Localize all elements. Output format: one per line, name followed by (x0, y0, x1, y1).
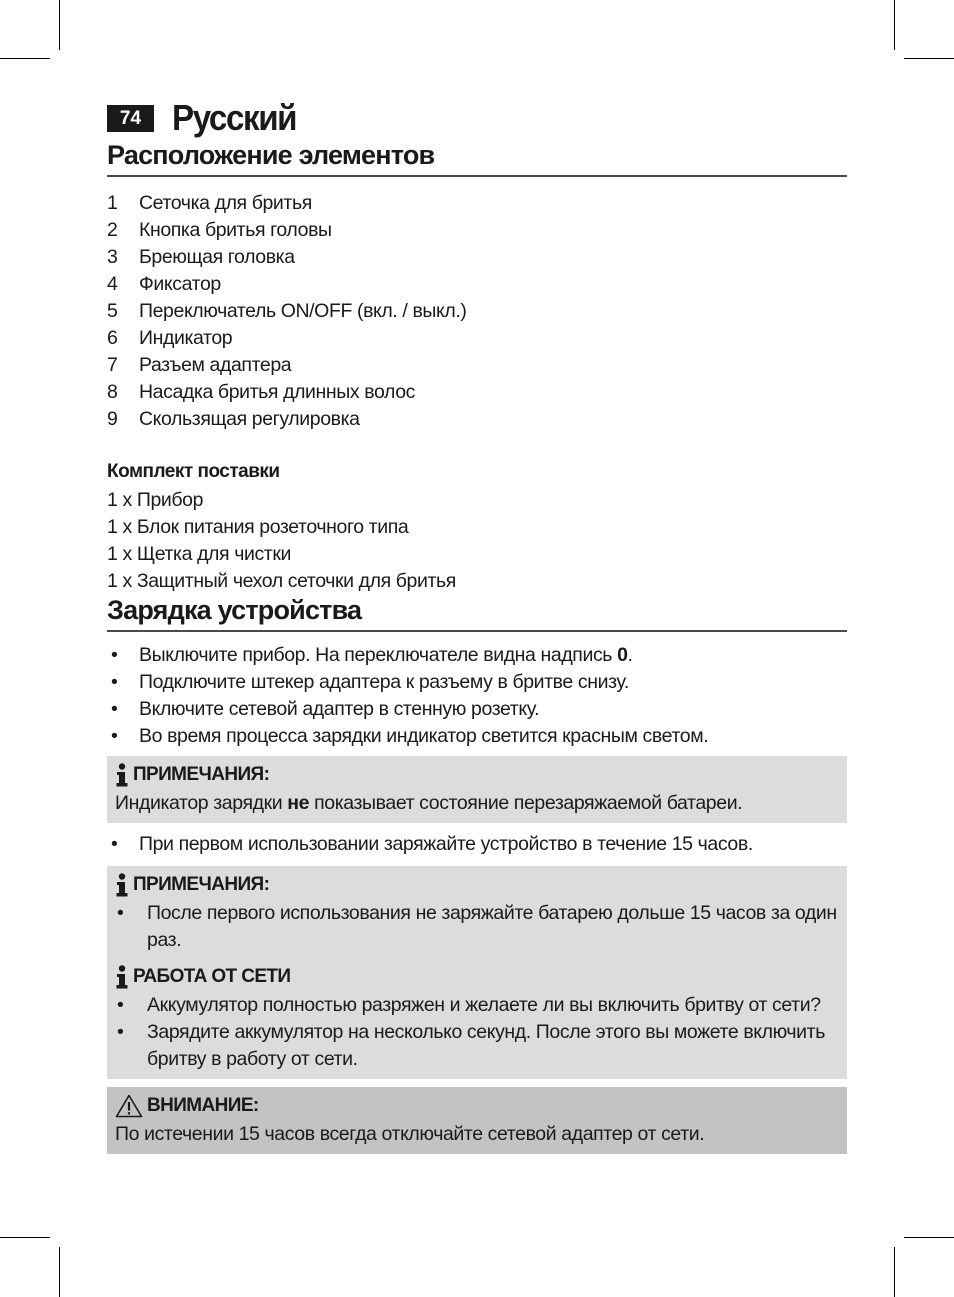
mains-operation-title: РАБОТА ОТ СЕТИ (115, 962, 839, 992)
list-item: 1 Сеточка для бритья (107, 192, 312, 214)
list-item: • Выключите прибор. На переключателе видна надпись 0. (111, 644, 633, 666)
list-item: • Зарядите аккумулятор на несколько секунд. После этого вы можете включить бритву в работу от сети. (117, 1021, 825, 1070)
list-item: • Включите сетевой адаптер в стенную розетку. (111, 698, 540, 720)
mains-operation-list (115, 992, 839, 1073)
list-item: • Аккумулятор полностью разряжен и желаете ли вы включить бритву от сети? (117, 994, 821, 1016)
list-item: 1 x Защитный чехол сеточки для бритья (107, 570, 456, 592)
crop-mark (894, 1247, 895, 1297)
section-title-charging: Зарядка устройства (107, 595, 847, 632)
note-box (107, 866, 847, 1079)
page-number: 74 (107, 105, 154, 132)
note-text: Индикатор зарядки не показывает состояние перезаряжаемой батареи. (115, 792, 743, 814)
info-icon (115, 965, 129, 989)
info-icon (115, 763, 129, 787)
list-item: 7 Разъем адаптера (107, 354, 292, 376)
list-item: 6 Индикатор (107, 327, 233, 349)
list-item: • Подключите штекер адаптера к разъему в бритве снизу. (111, 671, 629, 693)
list-item: 2 Кнопка бритья головы (107, 219, 332, 241)
note-list (115, 900, 839, 954)
charging-first-use (107, 831, 847, 858)
note-title: ПРИМЕЧАНИЯ: (115, 760, 839, 790)
list-item: 9 Скользящая регулировка (107, 408, 360, 430)
charging-steps (107, 642, 847, 750)
crop-mark (0, 1237, 50, 1238)
crop-mark (904, 58, 954, 59)
list-item: 3 Бреющая головка (107, 246, 295, 268)
list-item: • После первого использования не заряжайте батарею дольше 15 часов за один раз. (117, 902, 837, 951)
list-item: 1 x Щетка для чистки (107, 543, 291, 565)
page-header (107, 96, 847, 140)
list-item: 1 x Прибор (107, 489, 204, 511)
parts-list (107, 190, 847, 433)
page-language-title: Русский (172, 97, 297, 138)
warning-box (107, 1087, 847, 1154)
supply-list (107, 487, 847, 595)
info-icon (115, 873, 129, 897)
warning-triangle-icon (115, 1094, 143, 1118)
note-title: ПРИМЕЧАНИЯ: (115, 870, 839, 900)
warning-text: По истечении 15 часов всегда отключайте сетевой адаптер от сети. (115, 1123, 705, 1145)
crop-mark (904, 1237, 954, 1238)
list-item: 4 Фиксатор (107, 273, 221, 295)
page-content (107, 96, 847, 1154)
warning-title: ВНИМАНИЕ: (115, 1091, 839, 1121)
section-title-layout: Расположение элементов (107, 140, 847, 177)
crop-mark (894, 0, 895, 50)
list-item: 8 Насадка бритья длинных волос (107, 381, 416, 403)
list-item: • Во время процесса зарядки индикатор светится красным светом. (111, 725, 709, 747)
supply-title: Комплект поставки (107, 461, 280, 482)
crop-mark (59, 0, 60, 50)
list-item: • При первом использовании заряжайте устройство в течение 15 часов. (111, 833, 753, 855)
list-item: 5 Переключатель ON/OFF (вкл. / выкл.) (107, 300, 467, 322)
crop-mark (59, 1247, 60, 1297)
note-box (107, 756, 847, 823)
list-item: 1 x Блок питания розеточного типа (107, 516, 409, 538)
crop-mark (0, 58, 50, 59)
